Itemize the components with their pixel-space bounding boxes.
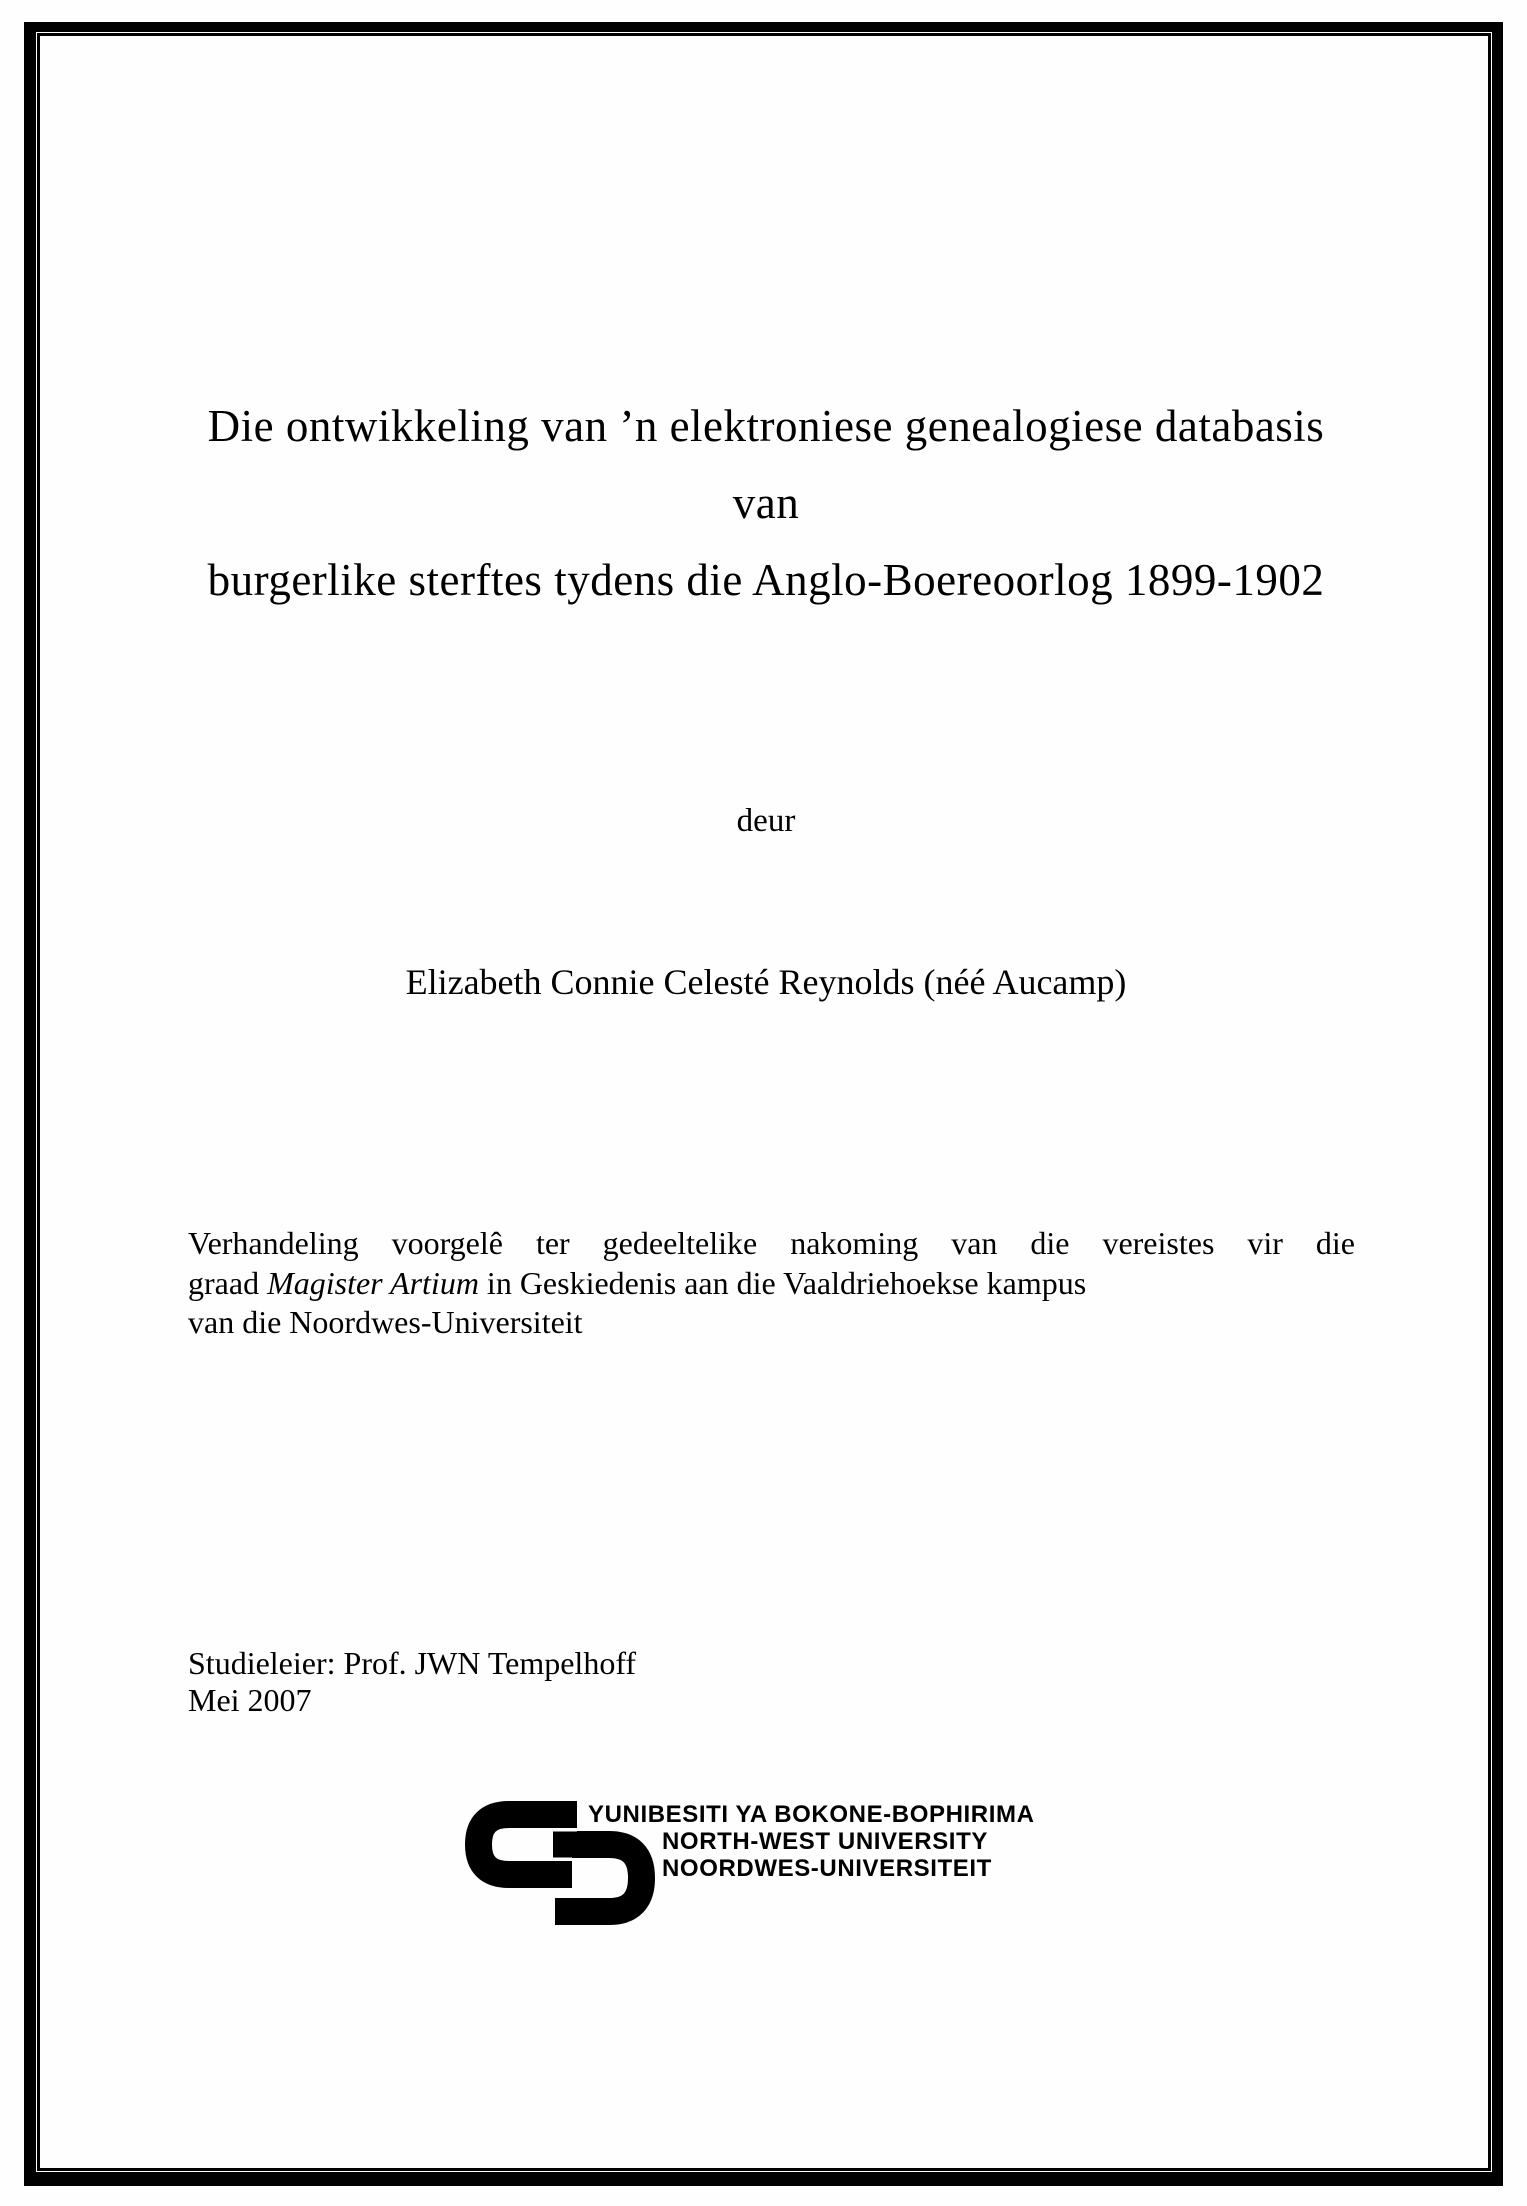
- thesis-title-line-1: Die ontwikkeling van ’n elektroniese genealogiese databasis van: [207, 401, 1325, 528]
- degree-declaration: [188, 1224, 1355, 1343]
- declaration-line-1: Verhandeling voorgelê ter gedeeltelike nakoming van die vereistes vir die: [188, 1225, 1355, 1261]
- declaration-line-2: [188, 1264, 1355, 1304]
- logo-text-english: NORTH-WEST UNIVERSITY: [662, 1828, 988, 1855]
- declaration-line-2-prefix: graad: [188, 1264, 268, 1301]
- date-line: Mei 2007: [188, 1682, 312, 1718]
- declaration-line-3: van die Noordwes-Universiteit: [188, 1304, 583, 1340]
- thesis-title: [180, 388, 1352, 619]
- author-name: Elizabeth Connie Celesté Reynolds (néé Aucamp): [405, 962, 1127, 1002]
- logo-text-afrikaans: NOORDWES-UNIVERSITEIT: [662, 1855, 992, 1882]
- supervisor-line: Studieleier: Prof. JWN Tempelhoff: [188, 1645, 637, 1681]
- degree-name-italic: Magister Artium: [267, 1264, 479, 1301]
- declaration-line-2-suffix: in Geskiedenis aan die Vaaldriehoekse kampus: [478, 1264, 1087, 1301]
- university-logo: [465, 1798, 1125, 1933]
- university-logo-text: [588, 1801, 1035, 1882]
- thesis-title-line-2: burgerlike sterftes tydens die Anglo-Boereoorlog 1899-1902: [207, 555, 1325, 605]
- byline-label: deur: [736, 803, 796, 839]
- supervisor-and-date: [188, 1645, 1355, 1719]
- logo-text-setswana: YUNIBESITI YA BOKONE-BOPHIRIMA: [588, 1801, 1035, 1828]
